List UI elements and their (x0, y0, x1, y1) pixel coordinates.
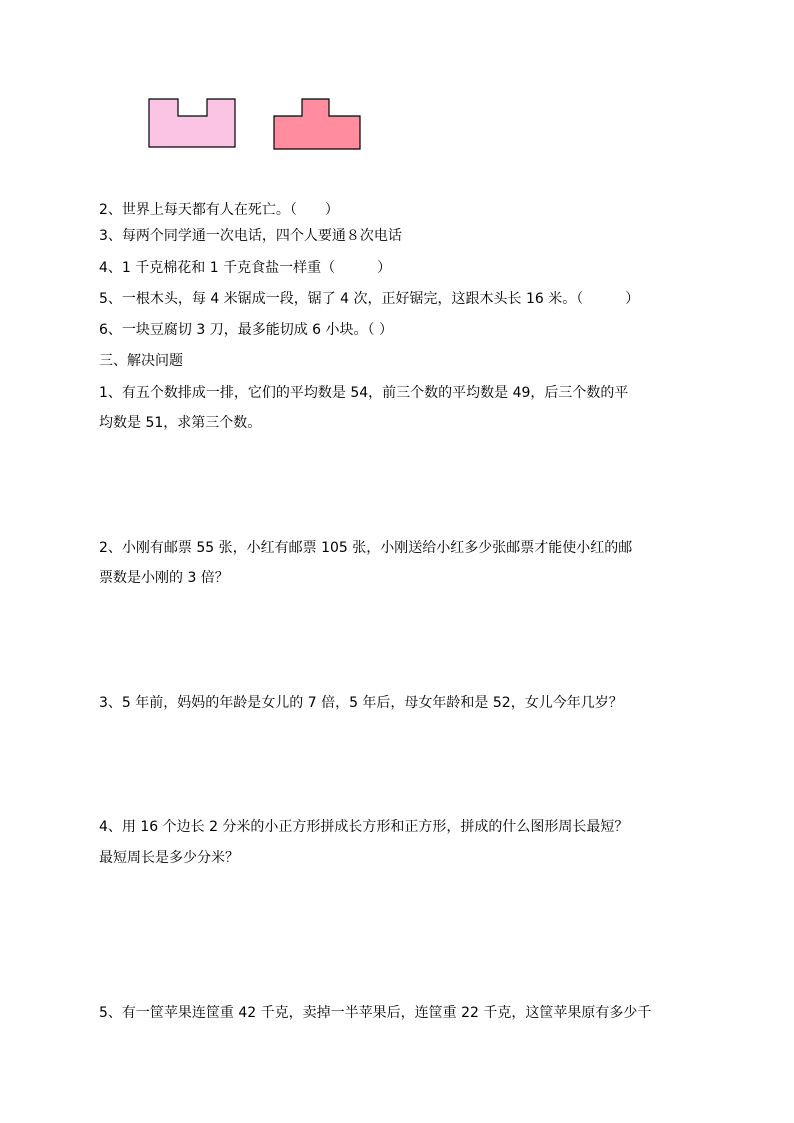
judgement-item-6: 6、一块豆腐切 3 刀，最多能切成 6 小块。（ ） (99, 322, 393, 338)
notched-shape-pink (149, 99, 235, 147)
problem-3-line-1: 3、5 年前，妈妈的年龄是女儿的 7 倍，5 年后，母女年龄和是 52，女儿今年几岁？ (99, 695, 623, 711)
problem-2-line-2: 票数是小刚的 3 倍？ (99, 570, 229, 586)
problem-1-line-1: 1、有五个数排成一排，它们的平均数是 54，前三个数的平均数是 49，后三个数的平 (99, 385, 629, 401)
problem-2-line-1: 2、小刚有邮票 55 张，小红有邮票 105 张，小刚送给小红多少张邮票才能使小红的邮 (99, 540, 633, 556)
problem-1-line-2: 均数是 51，求第三个数。 (99, 415, 262, 431)
problem-4-line-2: 最短周长是多少分米？ (99, 850, 239, 866)
problem-4-line-1: 4、用 16 个边长 2 分米的小正方形拼成长方形和正方形，拼成的什么图形周长最短？ (99, 819, 629, 835)
section-title: 三、解决问题 (99, 353, 183, 369)
stepped-shape-figure (273, 98, 363, 152)
judgement-item-5: 5、一根木头，每 4 米锯成一段，锯了 4 次，正好锯完，这跟木头长 16 米。（ ） (99, 291, 640, 307)
problem-5-line-1: 5、有一筐苹果连筐重 42 千克，卖掉一半苹果后，连筐重 22 千克，这筐苹果原有多少千 (99, 1005, 652, 1021)
stepped-shape-red (274, 99, 360, 149)
judgement-item-4: 4、1 千克棉花和 1 千克食盐一样重（ ） (99, 260, 392, 276)
judgement-item-2: 2、世界上每天都有人在死亡。（ ） (99, 202, 339, 218)
notched-shape-figure (148, 98, 238, 150)
judgement-item-3: 3、每两个同学通一次电话，四个人要通８次电话 (99, 228, 402, 244)
